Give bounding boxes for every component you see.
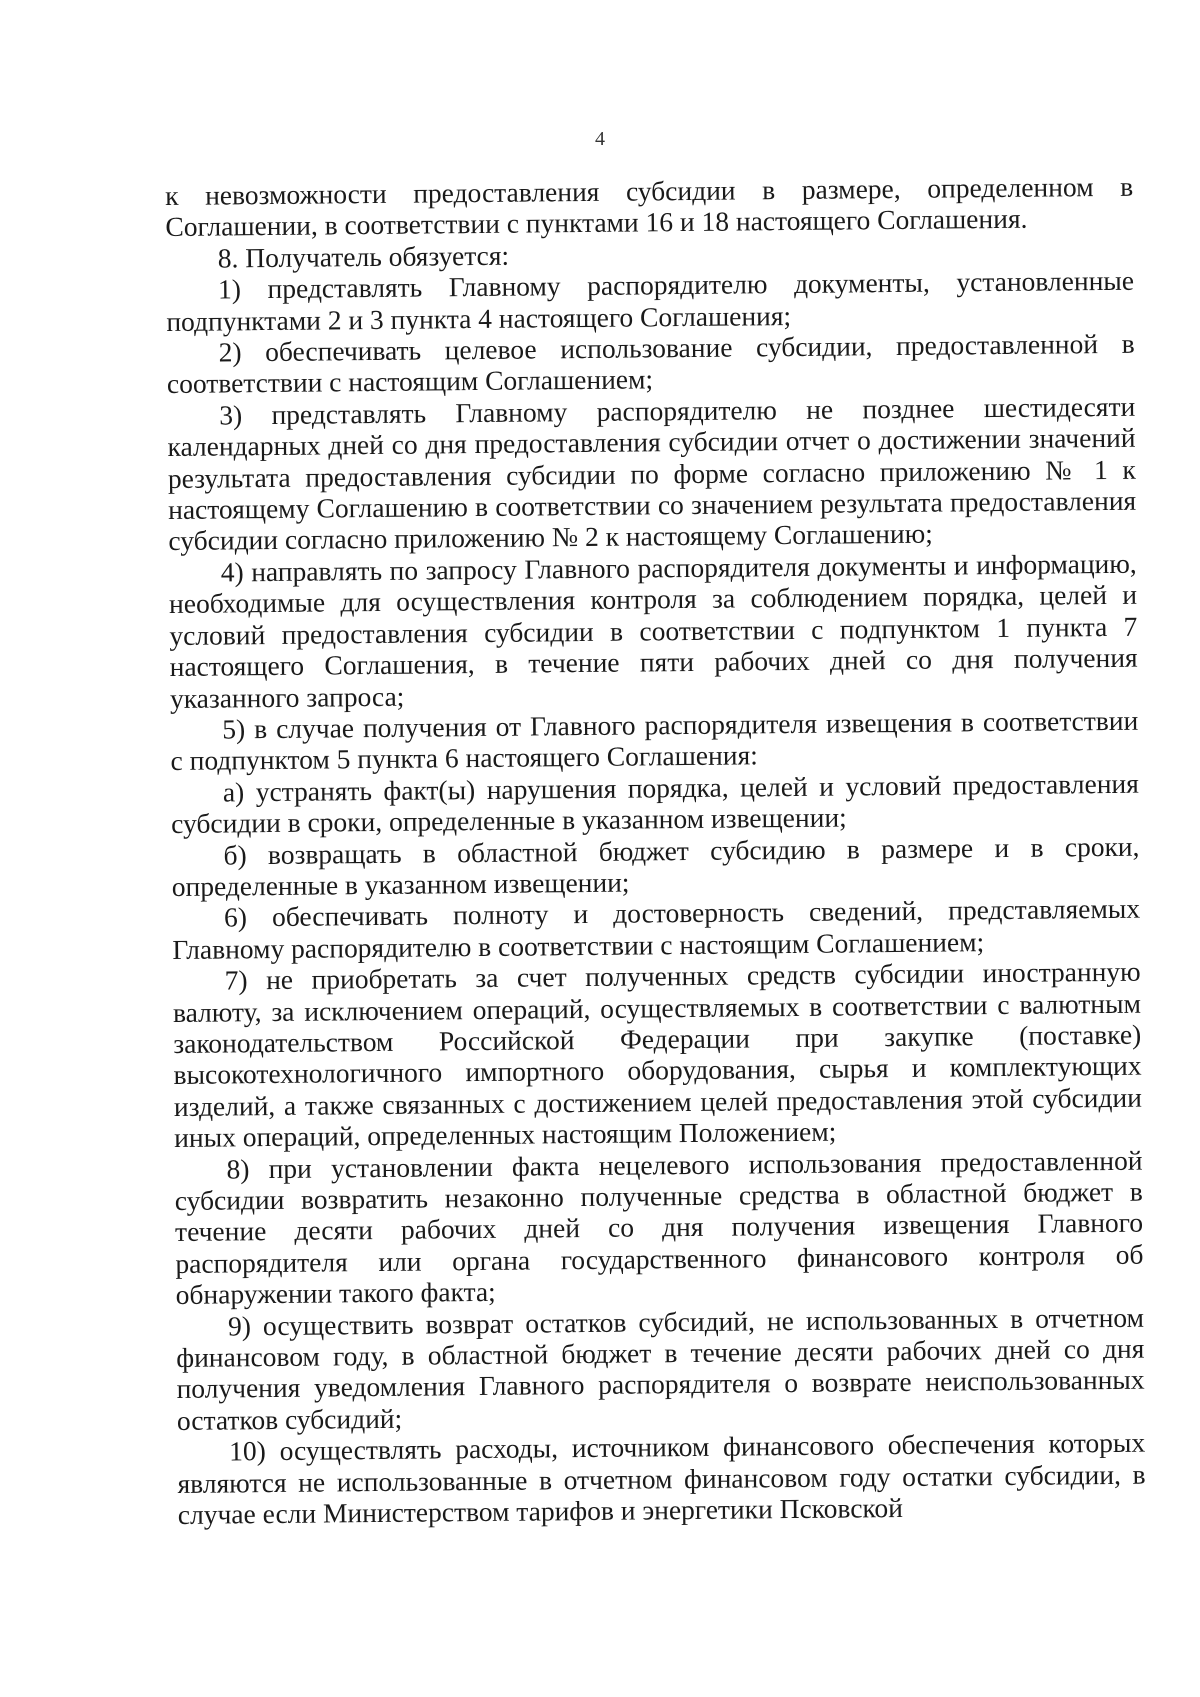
paragraph: 4) направлять по запросу Главного распорядителя документы и информацию, необходимые для осуществления контроля за соблюдением порядка, целей и условий предоставления субсидии в соответствии с подпунктом 1 пункта 7 настоящего Соглашения, в течение пяти рабочих дней со дня получения указанного запроса; bbox=[168, 547, 1138, 714]
paragraph: 10) осуществлять расходы, источником финансового обеспечения которых являются не использованные в отчетном финансовом году остатки субсидии, в случае если Министерством тарифов и энергетики Псковской bbox=[177, 1426, 1146, 1531]
paragraph: 6) обеспечивать полноту и достоверность сведений, представляемых Главному распорядителю в соответствии с настоящим Соглашением; bbox=[172, 893, 1141, 965]
page-number: 4 bbox=[595, 128, 605, 150]
paragraph: б) возвращать в областной бюджет субсидию в размере и в сроки, определенные в указанном извещении; bbox=[171, 830, 1140, 902]
paragraph: 8. Получатель обязуется: bbox=[217, 239, 510, 274]
paragraph: 7) не приобретать за счет полученных средств субсидии иностранную валюту, за исключением операций, осуществляемых в соответствии с валютным законодательством Российской Федерации при закупке (поставке) высокотехнологичного импортного оборудования, сырья и комплектующих изделий, а также связанных с достижением целей предоставления этой субсидии иных операций, определенных настоящим Положением; bbox=[172, 955, 1142, 1154]
paragraph: 1) представлять Главному распорядителю документы, установленные подпунктами 2 и 3 пункта 4 настоящего Соглашения; bbox=[166, 264, 1135, 337]
paragraph: 5) в случае получения от Главного распорядителя извещения в соответствии с подпунктом 5 пункта 6 настоящего Соглашения: bbox=[170, 704, 1139, 777]
paragraph: к невозможности предоставления субсидии в размере, определенном в Соглашении, в соответствии с пунктами 16 и 18 настоящего Соглашения. bbox=[165, 170, 1134, 243]
paragraph: 2) обеспечивать целевое использование субсидии, предоставленной в соответствии с настоящим Соглашением; bbox=[166, 327, 1135, 400]
paragraph: а) устранять факт(ы) нарушения порядка, целей и условий предоставления субсидии в сроки, определенные в указанном извещении; bbox=[171, 767, 1139, 840]
paragraph: 8) при установлении факта нецелевого использования предоставленной субсидии возвратить незаконно полученные средства в областной бюджет в течение десяти рабочих дней со дня получения извещения Главного распорядителя или органа государственного финансового контроля об обнаружении такого факта; bbox=[174, 1144, 1144, 1311]
document-body bbox=[165, 171, 1146, 1531]
paragraph: 3) представлять Главному распорядителю не позднее шестидесяти календарных дней со дня предоставления субсидии отчет о достижении значений результата предоставления субсидии по форме согласно приложению № 1 к настоящему Соглашению в соответствии со значением результата предоставления субсидии согласно приложению № 2 к настоящему Соглашению; bbox=[167, 390, 1137, 557]
paragraph: 9) осуществить возврат остатков субсидий, не использованных в отчетном финансовом году, в областной бюджет в течение десяти рабочих дней со дня получения уведомления Главного распорядителя о возврате неиспользованных остатков субсидий; bbox=[176, 1301, 1145, 1436]
